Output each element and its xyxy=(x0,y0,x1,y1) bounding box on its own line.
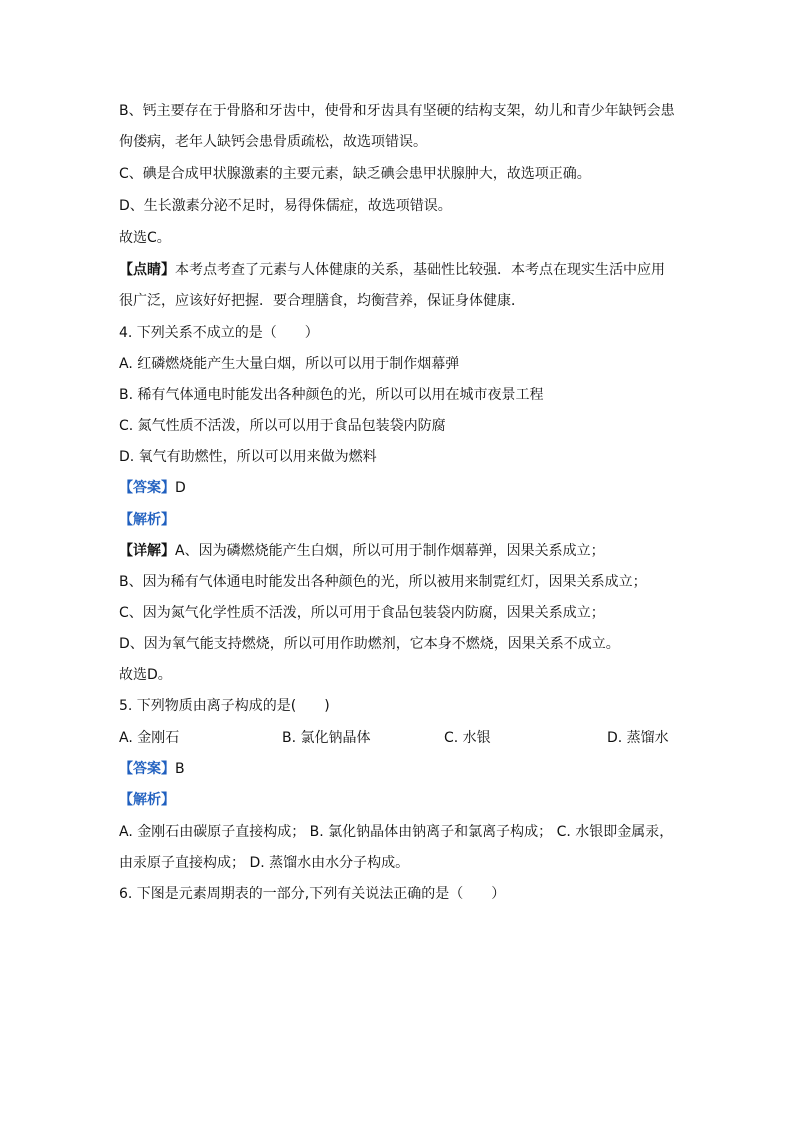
q5-option-a: A. 金刚石 xyxy=(119,730,180,746)
q3-explain-d: D、生长激素分泌不足时，易得侏儒症，故选项错误。 xyxy=(119,198,452,214)
q5-analysis-line2: 由汞原子直接构成； D. 蒸馏水由水分子构成。 xyxy=(119,855,410,871)
q4-option-d: D. 氧气有助燃性，所以可以用来做为燃料 xyxy=(119,449,377,465)
q3-explain-c: C、碘是合成甲状腺激素的主要元素，缺乏碘会患甲状腺肿大，故选项正确。 xyxy=(119,166,591,182)
q5-option-b: B. 氯化钠晶体 xyxy=(282,730,371,746)
q5-option-d: D. 蒸馏水 xyxy=(607,730,669,746)
q4-detail-b: B、因为稀有气体通电时能发出各种颜色的光，所以被用来制霓红灯，因果关系成立； xyxy=(119,574,647,590)
q3-point-line1 xyxy=(119,260,679,280)
q4-analysis-tag xyxy=(119,510,679,530)
q5-answer xyxy=(119,759,679,779)
q4-detail-a xyxy=(119,541,679,561)
q4-option-c: C. 氮气性质不活泼，所以可以用于食品包装袋内防腐 xyxy=(119,418,446,434)
q4-option-a: A. 红磷燃烧能产生大量白烟，所以可以用于制作烟幕弹 xyxy=(119,356,460,372)
detail-tag: 【详解】 xyxy=(119,543,175,559)
point-text: 本考点考查了元素与人体健康的关系，基础性比较强．本考点在现实生活中应用 xyxy=(175,262,665,278)
q6-stem: 6. 下图是元素周期表的一部分,下列有关说法正确的是（ ） xyxy=(119,886,506,902)
point-tag: 【点睛】 xyxy=(119,262,175,278)
q5-analysis-line1: A. 金刚石由碳原子直接构成； B. 氯化钠晶体由钠离子和氯离子构成； C. 水银即金属汞， xyxy=(119,824,674,840)
q3-choose: 故选C。 xyxy=(119,230,171,246)
answer-tag: 【答案】 xyxy=(119,480,175,496)
q5-option-c: C. 水银 xyxy=(444,730,491,746)
q4-stem: 4. 下列关系不成立的是（ ） xyxy=(119,325,319,341)
q4-choose: 故选D。 xyxy=(119,667,172,683)
q3-explain-b-line2: 佝偻病，老年人缺钙会患骨质疏松，故选项错误。 xyxy=(119,134,427,150)
analysis-tag: 【解析】 xyxy=(119,792,175,808)
answer-tag: 【答案】 xyxy=(119,761,175,777)
q5-options xyxy=(119,728,679,748)
q3-explain-b-line1: B、钙主要存在于骨胳和牙齿中，使骨和牙齿具有坚硬的结构支架，幼儿和青少年缺钙会患 xyxy=(119,103,675,119)
q3-point-line2: 很广泛，应该好好把握．要合理膳食，均衡营养，保证身体健康． xyxy=(119,293,525,309)
q5-stem: 5. 下列物质由离子构成的是( ) xyxy=(119,698,330,714)
q4-detail-c: C、因为氮气化学性质不活泼，所以可用于食品包装袋内防腐，因果关系成立； xyxy=(119,605,605,621)
q4-answer xyxy=(119,478,679,498)
detail-text: A、因为磷燃烧能产生白烟，所以可用于制作烟幕弹，因果关系成立； xyxy=(175,543,605,559)
q4-option-b: B. 稀有气体通电时能发出各种颜色的光，所以可以用在城市夜景工程 xyxy=(119,387,544,403)
q5-analysis-tag xyxy=(119,790,679,810)
answer-value: B xyxy=(175,761,185,777)
answer-value: D xyxy=(175,480,186,496)
q4-detail-d: D、因为氧气能支持燃烧，所以可用作助燃剂，它本身不燃烧，因果关系不成立。 xyxy=(119,636,620,652)
analysis-tag: 【解析】 xyxy=(119,512,175,528)
